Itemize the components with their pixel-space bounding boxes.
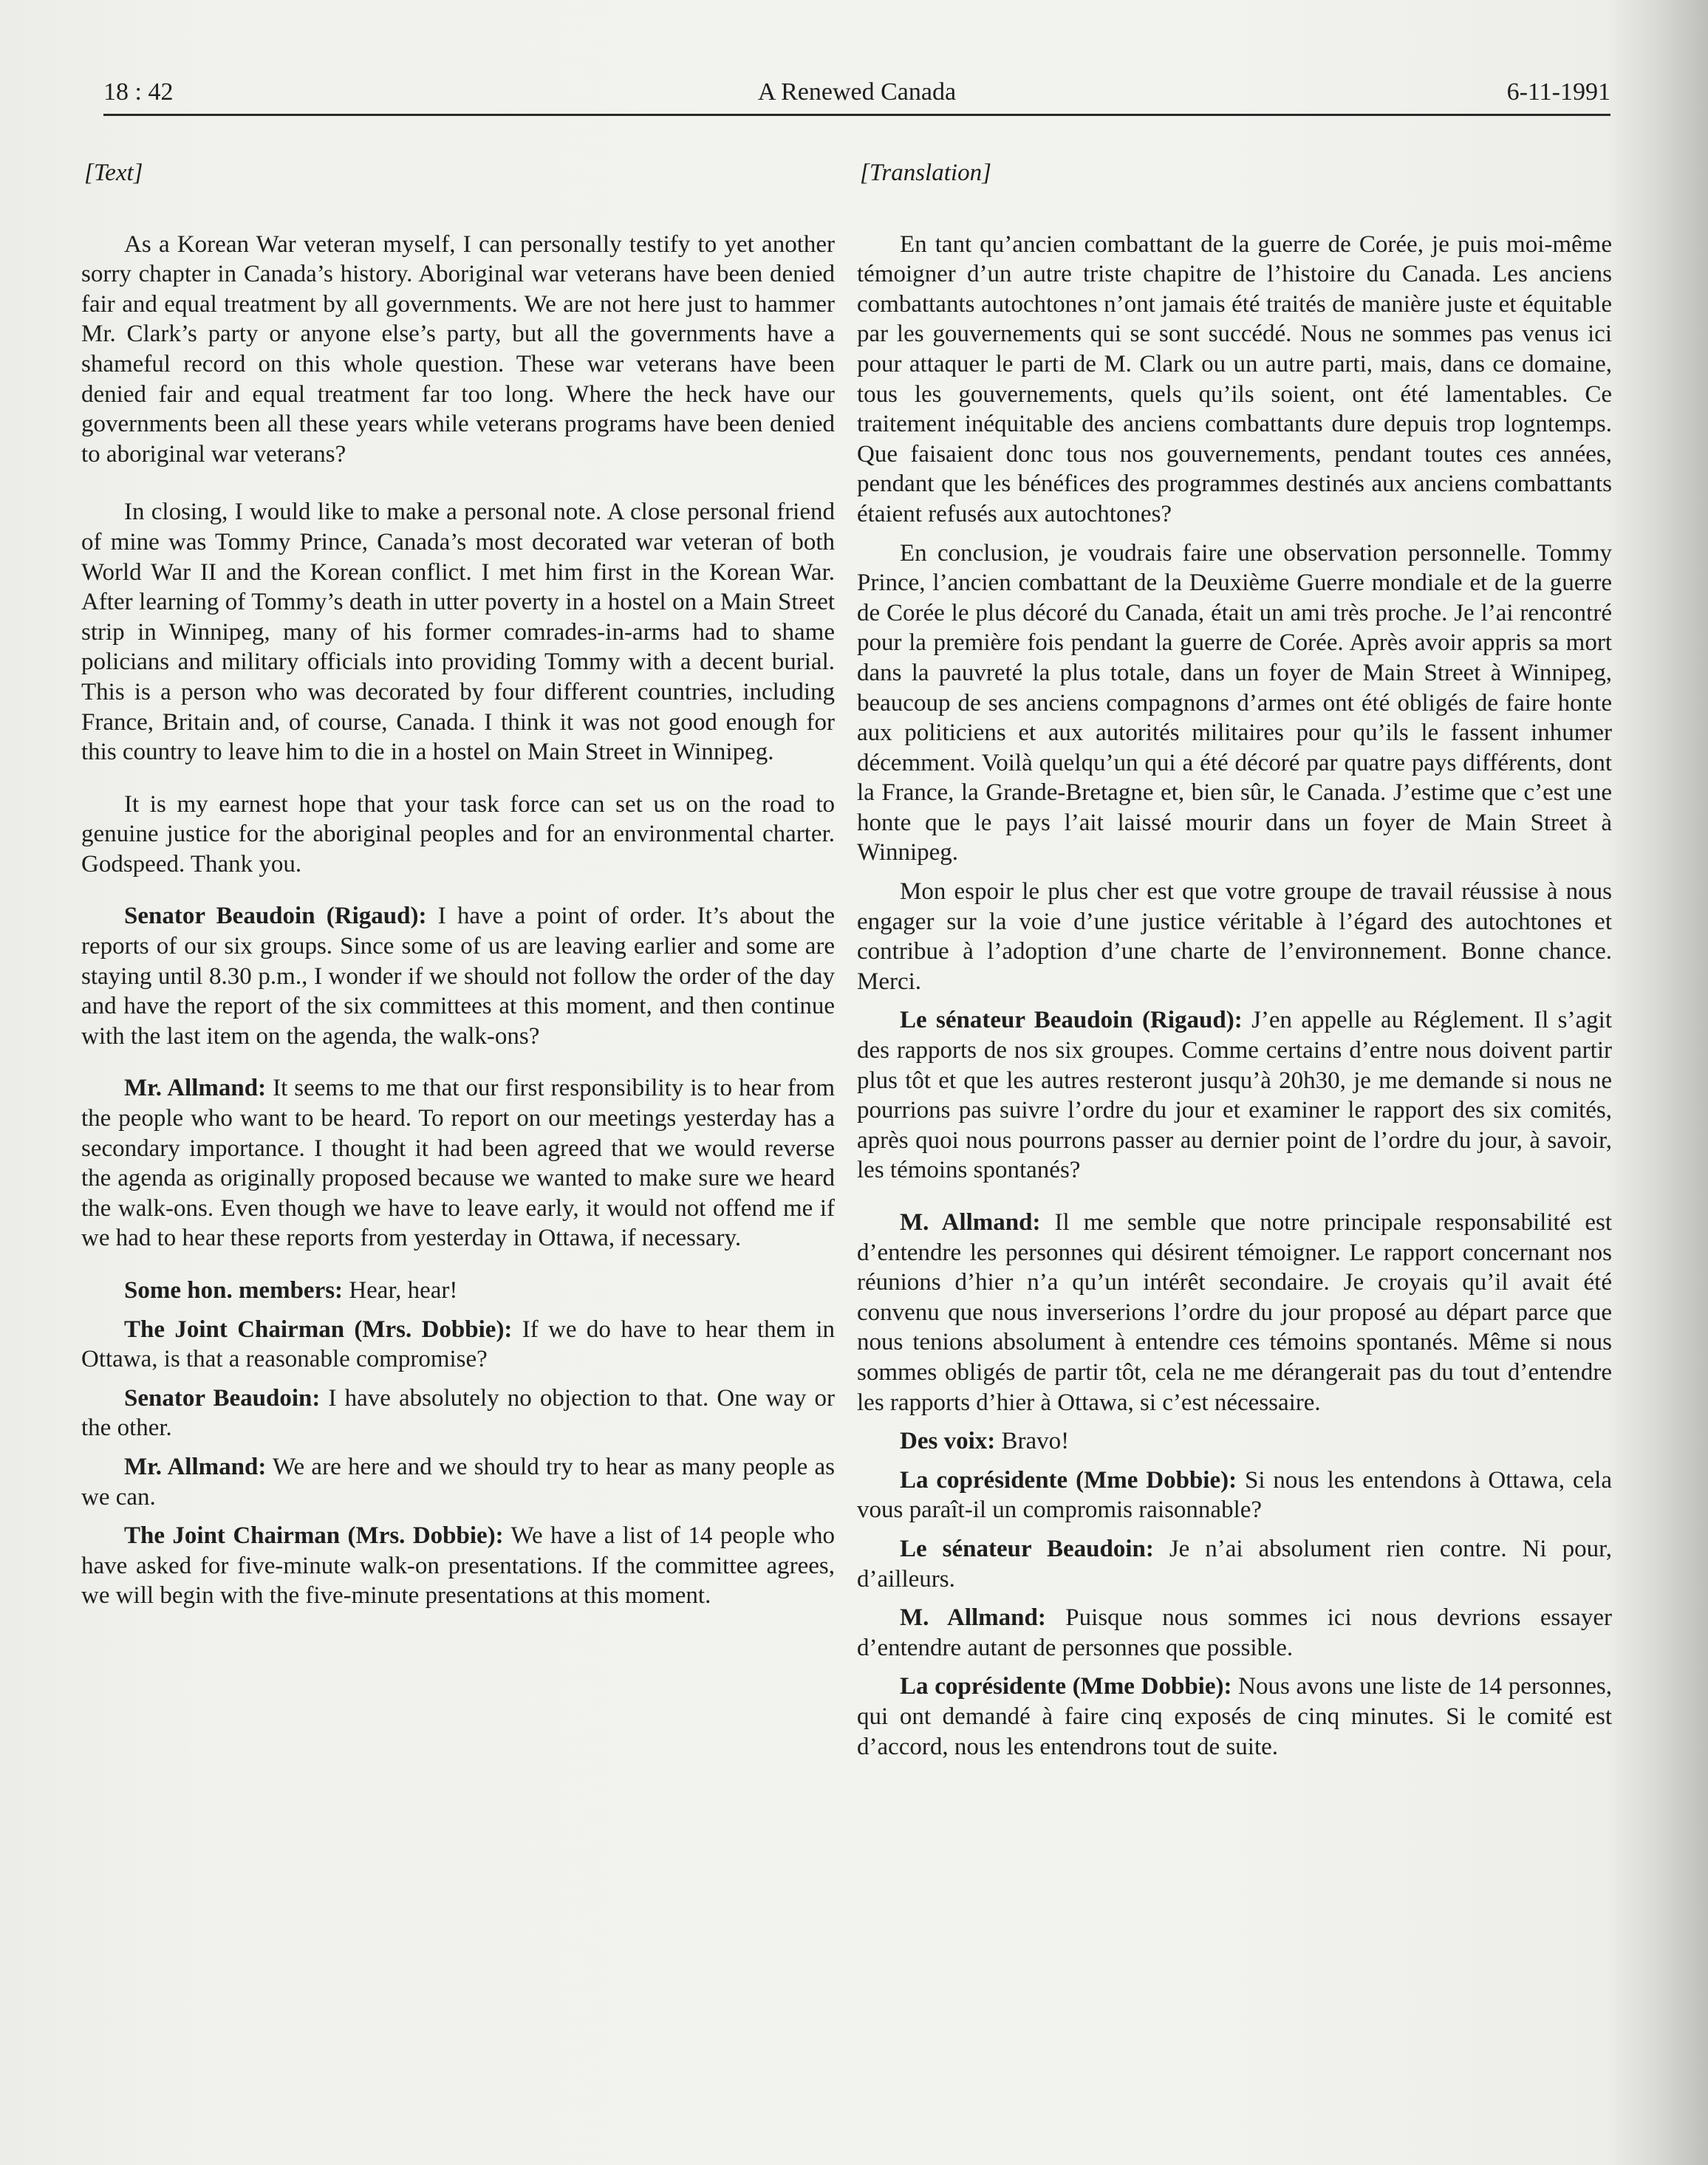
speech-paragraph: Senator Beaudoin (Rigaud): I have a point of order. It’s about the reports of our six groups. Since some of us are leaving earlier and some are staying until 8.30 p.m., I wonder if we should not follow the order of the day and have the report of the six committees at this moment, and then continue with the last item on the agenda, the walk-ons? xyxy=(81,903,835,1050)
english-column xyxy=(81,158,835,1611)
paragraph: En conclusion, je voudrais faire une observation personnelle. Tommy Prince, l’ancien combattant de la Deuxième Guerre mondiale et de la guerre de Corée le plus décoré du Canada, était un ami très proche. Je l’ai rencontré pour la première fois pendant la guerre de Corée. Après avoir appris sa mort dans la pauvreté la plus totale, dans un foyer de Main Street à Winnipeg, beaucoup de ses anciens compagnons d’armes ont été obligés de faire honte aux politiciens et aux autorités militaires pour qu’ils le fassent inhumer décemment. Voilà quelqu’un qui a été décoré par quatre pays différents, dont la France, la Grande-Bretagne et, bien sûr, le Canada. J’estime que c’est une honte que le pays l’ait laissé mourir dans un foyer de Main Street à Winnipeg. xyxy=(857,539,1612,866)
speaker-name: Le sénateur Beaudoin: xyxy=(900,1535,1154,1562)
session-date: 6-11-1991 xyxy=(1506,78,1610,106)
page-header xyxy=(103,77,1610,116)
speaker-name: La coprésidente (Mme Dobbie): xyxy=(900,1673,1232,1700)
speaker-name: Des voix: xyxy=(900,1428,996,1455)
speaker-name: Senator Beaudoin: xyxy=(124,1384,321,1412)
speech-paragraph: Mr. Allmand: It seems to me that our first responsibility is to hear from the people who want to be heard. To report on our meetings yesterday has a secondary importance. I thought it had been agreed that we would reverse the agenda as originally proposed because we wanted to make sure we heard the walk-ons. Even though we have to leave early, it would not offend me if we had to hear these reports from yesterday in Ottawa, if necessary. xyxy=(81,1075,836,1252)
paragraph: It is my earnest hope that your task force can set us on the road to genuine justice for the aboriginal peoples and for an environmental charter. Godspeed. Thank you. xyxy=(81,790,835,878)
text-label: [Text] xyxy=(84,160,143,186)
speech-paragraph: Des voix: Bravo! xyxy=(900,1428,1070,1455)
speaker-name: Mr. Allmand: xyxy=(124,1453,267,1480)
paragraph: In closing, I would like to make a personal note. A close personal friend of mine was Tommy Prince, Canada’s most decorated war veteran of both World War II and the Korean conflict. I met him first in the Korean War. After learning of Tommy’s death in utter poverty in a hostel on a Main Street strip in Winnipeg, many of his former comrades-in-arms had to shame policians and military officials into providing Tommy with a decent burial. This is a person who was decorated by four different countries, including France, Britain and, of course, Canada. I think it was not good enough for this country to leave him to die in a hostel on Main Street in Winnipeg. xyxy=(81,499,835,766)
speech-paragraph: Senator Beaudoin: I have absolutely no objection to that. One way or the other. xyxy=(81,1384,835,1442)
speaker-name: Le sénateur Beaudoin (Rigaud): xyxy=(900,1007,1243,1034)
speaker-name: La coprésidente (Mme Dobbie): xyxy=(900,1466,1237,1494)
speaker-name: M. Allmand: xyxy=(900,1604,1046,1632)
speech-paragraph: Some hon. members: Hear, hear! xyxy=(124,1277,458,1304)
translation-label: [Translation] xyxy=(860,160,991,186)
speech-paragraph: La coprésidente (Mme Dobbie): Nous avons une liste de 14 personnes, qui ont demandé à faire cinq exposés de cinq minutes. Si le comité est d’accord, nous les entendrons tout de suite. xyxy=(857,1673,1612,1760)
speech-paragraph: The Joint Chairman (Mrs. Dobbie): If we do have to hear them in Ottawa, is that a reasonable compromise? xyxy=(81,1316,836,1373)
speech-paragraph: M. Allmand: Puisque nous sommes ici nous devrions essayer d’entendre autant de personnes que possible. xyxy=(857,1604,1613,1661)
speech-paragraph: Le sénateur Beaudoin (Rigaud): J’en appelle au Réglement. Il s’agit des rapports de nos six groupes. Comme certains d’entre nous doivent partir plus tôt et que les autres resteront jusqu’à 20h30, je me demande si nous ne pourrions pas suivre l’ordre du jour et examiner le rapport des six comités, après quoi nous pourrons passer au dernier point de l’ordre du jour, à savoir, les témoins spontanés? xyxy=(857,1007,1612,1184)
speaker-name: M. Allmand: xyxy=(900,1209,1041,1236)
speaker-name: The Joint Chairman (Mrs. Dobbie): xyxy=(124,1316,513,1343)
speaker-name: Some hon. members: xyxy=(124,1277,344,1304)
speaker-name: Mr. Allmand: xyxy=(124,1075,267,1102)
page-number: 18 : 42 xyxy=(103,78,174,106)
running-title: A Renewed Canada xyxy=(757,78,957,106)
speech-paragraph: Mr. Allmand: We are here and we should try to hear as many people as we can. xyxy=(81,1453,836,1511)
paragraph: As a Korean War veteran myself, I can personally testify to yet another sorry chapter in Canada’s history. Aboriginal war veterans have been denied fair and equal treatment by all governments. We are not here just to hammer Mr. Clark’s party or anyone else’s party, but all the governments have a shameful record on this whole question. These war veterans have been denied fair and equal treatment far too long. Where the heck have our governments been all these years while veterans programs have been denied to aboriginal war veterans? xyxy=(81,230,835,468)
speech-paragraph: La coprésidente (Mme Dobbie): Si nous les entendons à Ottawa, cela vous paraît-il un compromis raisonnable? xyxy=(857,1466,1612,1524)
speaker-name: The Joint Chairman (Mrs. Dobbie): xyxy=(124,1522,504,1550)
french-column xyxy=(857,158,1612,1762)
speaker-name: Senator Beaudoin (Rigaud): xyxy=(124,903,427,930)
paragraph: En tant qu’ancien combattant de la guerre de Corée, je puis moi-même témoigner d’un autre triste chapitre de l’histoire du Canada. Les anciens combattants autochtones n’ont jamais été traités de manière juste et équitable par les gouvernements qui se sont succédé. Nous ne sommes pas venus ici pour attaquer le parti de M. Clark ou un autre parti, mais, dans ce domaine, tous les gouvernements, quels qu’ils soient, ont été lamentables. Ce traitement inéquitable des anciens combattants dure depuis trop logntemps. Que faisaient donc tous nos gouvernements, pendant toutes ces années, pendant que les bénéfices des programmes destinés aux anciens combattants étaient refusés aux autochtones? xyxy=(857,230,1612,527)
speech-paragraph: Le sénateur Beaudoin: Je n’ai absolument rien contre. Ni pour, d’ailleurs. xyxy=(857,1535,1612,1593)
speech-paragraph: The Joint Chairman (Mrs. Dobbie): We have a list of 14 people who have asked for five-minute walk-on presentations. If the committee agrees, we will begin with the five-minute presentations at this moment. xyxy=(81,1522,835,1610)
paragraph: Mon espoir le plus cher est que votre groupe de travail réussise à nous engager sur la voie d’une justice véritable à l’égard des autochtones et contribue à l’adoption d’une charte de l’environnement. Bonne chance. Merci. xyxy=(857,878,1612,995)
speech-paragraph: M. Allmand: Il me semble que notre principale responsabilité est d’entendre les personnes qui désirent témoigner. Le rapport concernant nos réunions d’hier n’a qu’un intérêt secondaire. Je croyais qu’il avait été convenu que nous inverserions l’ordre du jour proposé au départ parce que nous tenions absolument à entendre ces témoins spontanés. Même si nous sommes obligés de partir tôt, cela ne me dérangerait pas du tout d’entendre les rapports d’hier à Ottawa, si c’est nécessaire. xyxy=(857,1209,1612,1416)
